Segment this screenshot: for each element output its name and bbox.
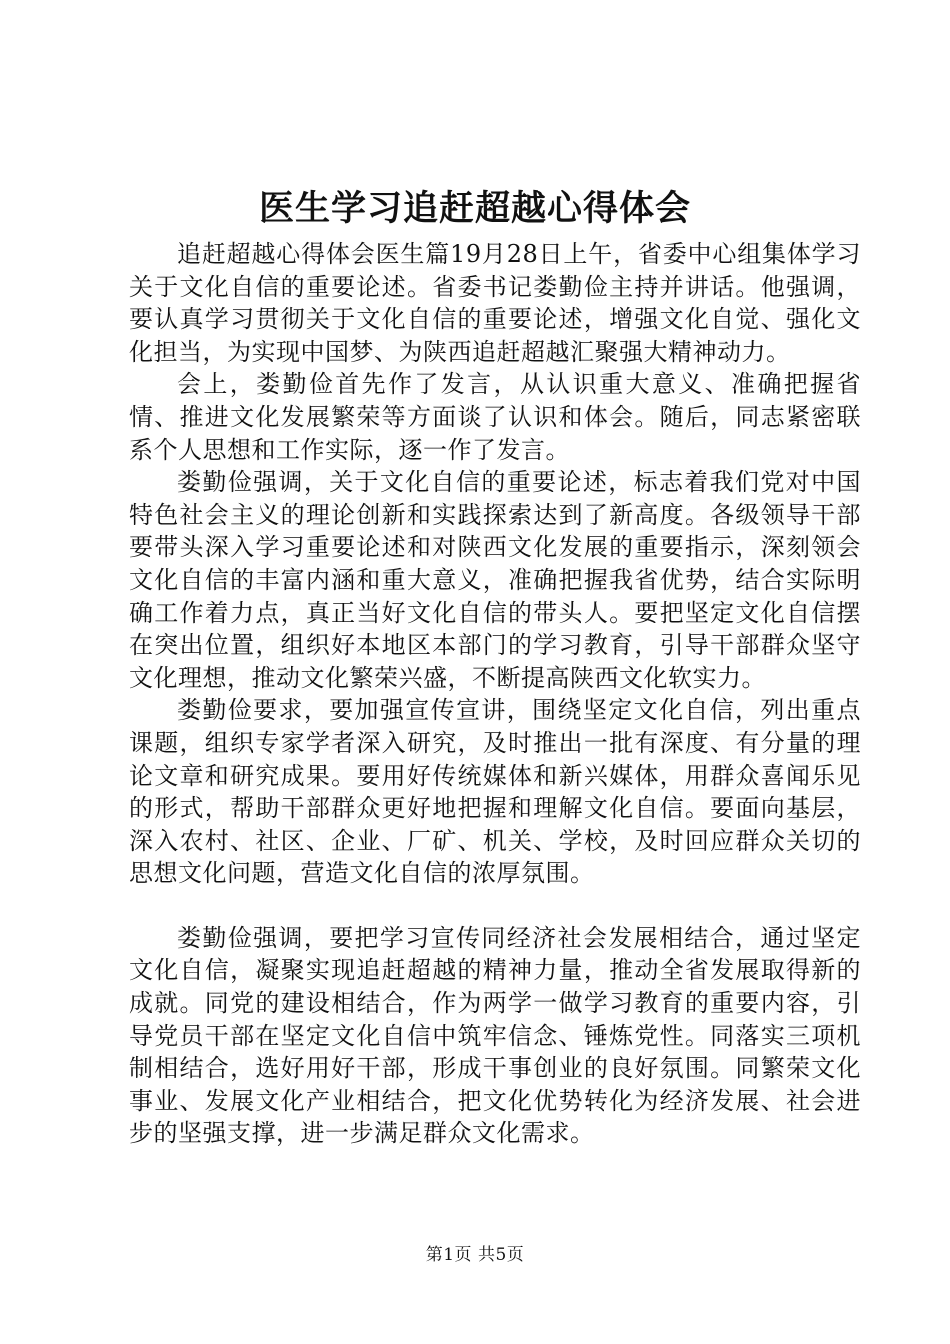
paragraph-5: 娄勤俭强调，要把学习宣传同经济社会发展相结合，通过坚定文化自信，凝聚实现追赶超越的精神力量，推动全省发展取得新的成就。同党的建设相结合，作为两学一做学习教育的重要内容，引导党员干部在坚定文化自信中筑牢信念、锤炼党性。同落实三项机制相结合，选好用好干部，形成干事创业的良好氛围。同繁荣文化事业、发展文化产业相结合，把文化优势转化为经济发展、社会进步的坚强支撑，进一步满足群众文化需求。 (129, 923, 861, 1148)
page-number-footer: 第1页 共5页 (425, 1245, 525, 1265)
paragraph-3: 娄勤俭强调，关于文化自信的重要论述，标志着我们党对中国特色社会主义的理论创新和实践探索达到了新高度。各级领导干部要带头深入学习重要论述和对陕西文化发展的重要指示，深刻领会文化自信的丰富内涵和重大意义，准确把握我省优势，结合实际明确工作着力点，真正当好文化自信的带头人。要把坚定文化自信摆在突出位置，组织好本地区本部门的学习教育，引导干部群众坚守文化理想，推动文化繁荣兴盛，不断提高陕西文化软实力。 (129, 468, 861, 692)
blank-line (129, 890, 861, 922)
paragraph-2: 会上，娄勤俭首先作了发言，从认识重大意义、准确把握省情、推进文化发展繁荣等方面谈了认识和体会。随后，同志紧密联系个人思想和工作实际，逐一作了发言。 (129, 370, 861, 464)
document-body (129, 238, 861, 1150)
paragraph-4: 娄勤俭要求，要加强宣传宣讲，围绕坚定文化自信，列出重点课题，组织专家学者深入研究，及时推出一批有深度、有分量的理论文章和研究成果。要用好传统媒体和新兴媒体，用群众喜闻乐见的形式，帮助干部群众更好地把握和理解文化自信。要面向基层，深入农村、社区、企业、厂矿、机关、学校，及时回应群众关切的思想文化问题，营造文化自信的浓厚氛围。 (129, 696, 861, 888)
page-title: 医生学习追赶超越心得体会 (258, 188, 691, 229)
paragraph-1: 追赶超越心得体会医生篇19月28日上午，省委中心组集体学习关于文化自信的重要论述。省委书记娄勤俭主持并讲话。他强调，要认真学习贯彻关于文化自信的重要论述，增强文化自觉、强化文化担当，为实现中国梦、为陕西追赶超越汇聚强大精神动力。 (129, 240, 861, 366)
